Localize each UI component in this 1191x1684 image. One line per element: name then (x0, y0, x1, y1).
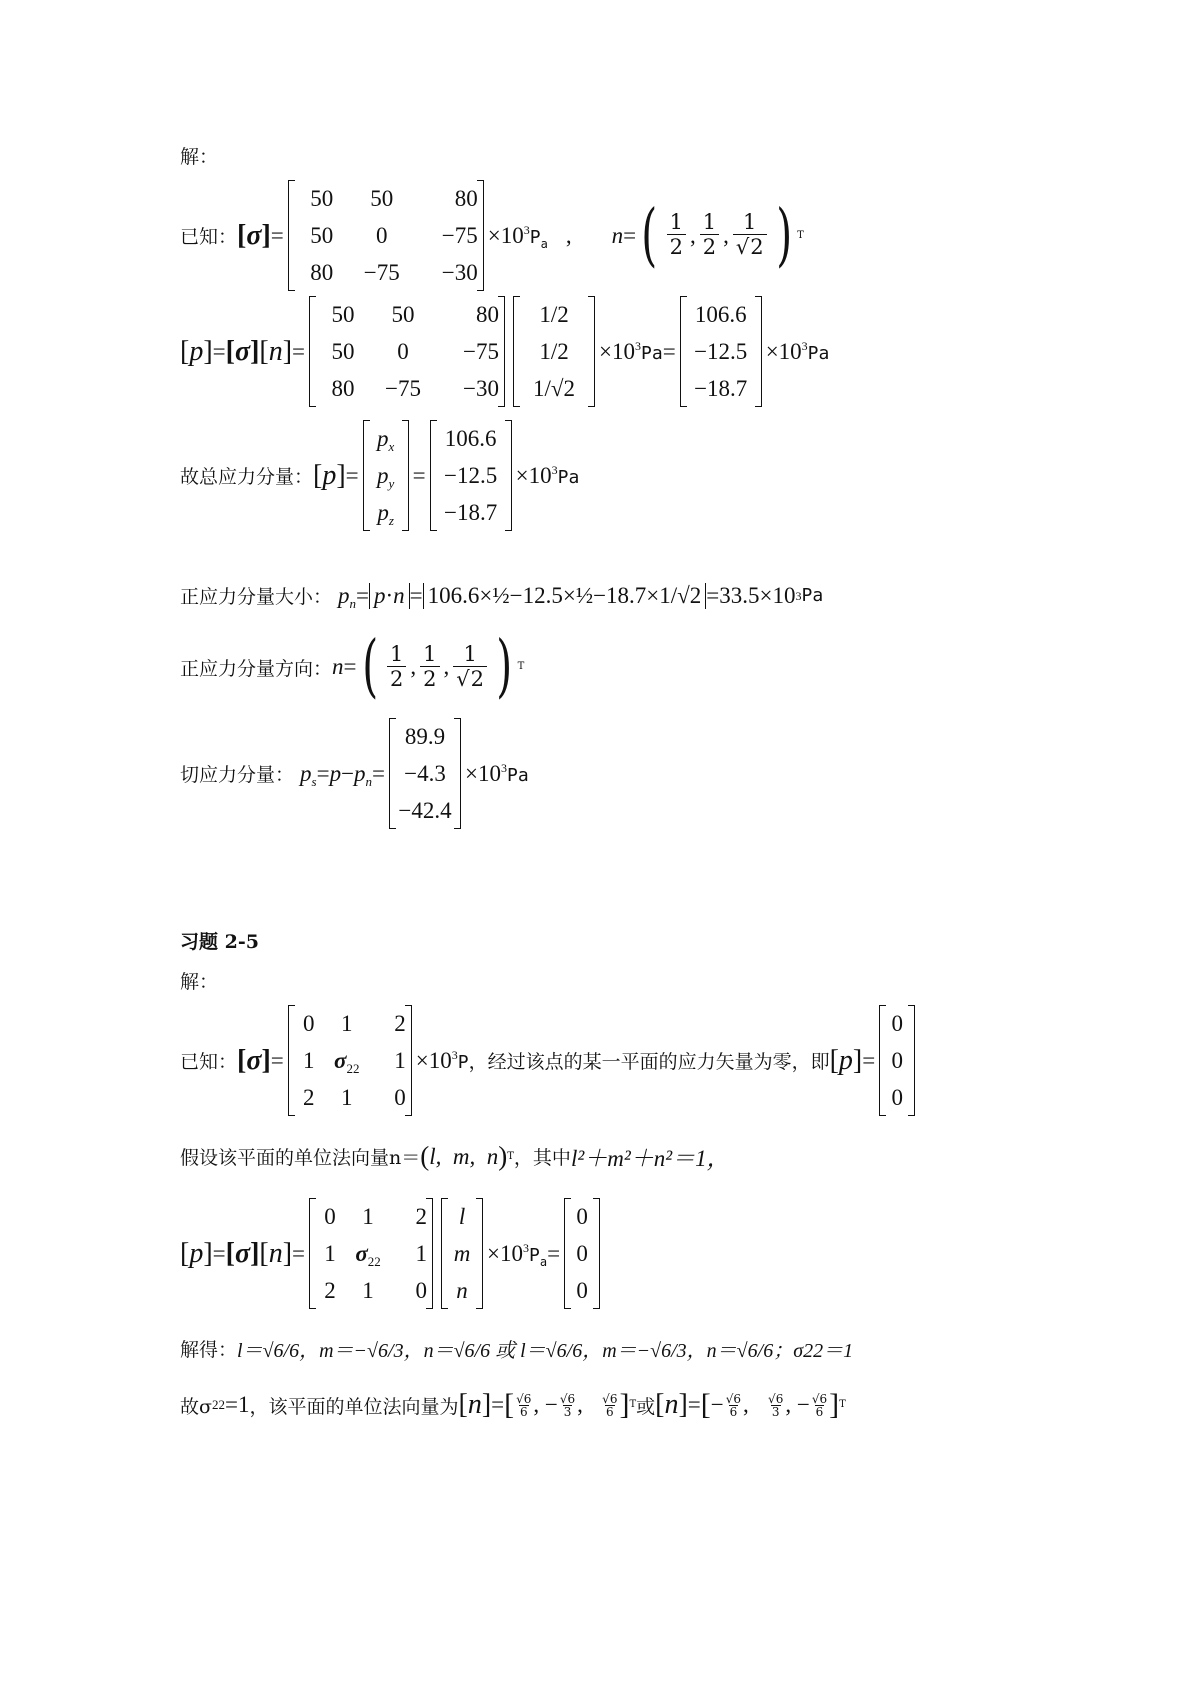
matrix-cell: 1 (362, 1203, 374, 1229)
vector-cell: 106.6 (444, 425, 497, 451)
vector-cell: 1/√2 (533, 375, 576, 401)
n-column-vector (513, 296, 595, 407)
frac: $\frac{1}{2}$ (420, 643, 439, 691)
solution-label-2: 解： (180, 971, 219, 993)
normal-size-label: 正应力分量大小： (180, 586, 333, 608)
matrix-cell: 2 (303, 1084, 315, 1110)
vector-cell: −42.4 (398, 797, 452, 823)
vector-cell: $p_x$ (377, 425, 395, 454)
constraint: l²＋m²＋n²＝1， (570, 1146, 730, 1171)
assumption-row: 假设该平面的单位法向量n＝ ( l, m, n ) T ，其中 l²＋m²＋n²＝1， (180, 1141, 730, 1171)
vector-cell: 0 (576, 1277, 588, 1303)
vector-cell: 0 (576, 1203, 588, 1229)
solve-row: 解得： l＝√6/6，m＝−√6/3，n＝√6/6 或 l＝√6/6，m＝−√6/3，n＝√6/6；σ22＝1 (180, 1334, 853, 1363)
components-vector (363, 420, 409, 531)
matrix-cell: 0 (415, 1277, 428, 1303)
vector-cell: 106.6 (694, 301, 747, 327)
matrix-cell: 80 (310, 259, 334, 285)
matrix-cell: −75 (441, 222, 478, 248)
normal-direction-row: 正应力分量方向： n = ( $\frac{1}{2}$ , $\frac{1}{2}$ , $\frac{1}{√2}$ ) T (180, 627, 525, 706)
matrix-cell: 50 (331, 301, 355, 327)
matrix-cell: 0 (324, 1203, 336, 1229)
matrix-cell: 50 (370, 185, 394, 211)
matrix-cell: −75 (385, 375, 422, 401)
lmn-vector (441, 1198, 483, 1309)
vector-cell: $p_z$ (377, 499, 394, 528)
matrix-cell: 2 (394, 1010, 406, 1036)
matrix-cell: 1 (394, 1047, 406, 1073)
matrix-cell: −75 (363, 259, 400, 285)
matrix-cell: 1 (341, 1010, 353, 1036)
sigma-bracket: [σ] (237, 219, 271, 251)
matrix-cell: 80 (454, 185, 478, 211)
matrix-cell: −30 (463, 375, 500, 401)
total-label: 故总应力分量： (180, 466, 314, 488)
shear-label: 切应力分量： (180, 764, 295, 786)
matrix-cell: 0 (394, 1084, 406, 1110)
vector-cell: 0 (891, 1047, 903, 1073)
known-sigma-row: 已知： [σ] = 50 50 80 50 0 −75 80 −75 −30 $\times 10^3P_a$ , n = ( $\frac{1}{2}$ , $\frac{1}{2}$ , $\frac{1}{√2}$ ) T (180, 180, 804, 291)
matrix-cell: −75 (463, 338, 500, 364)
normal-size-row: 正应力分量大小： $p_n$ = p·n = 106.6×½−12.5×½−18.7×1/√2 =33.5×10 3 Pa (180, 582, 824, 611)
matrix-cell: 1 (415, 1240, 428, 1266)
matrix-cell: 80 (476, 301, 500, 327)
matrix-cell: 0 (376, 222, 388, 248)
jie-text: 解： (180, 146, 219, 168)
matrix-cell: 50 (391, 301, 415, 327)
vector-cell: −18.7 (444, 499, 498, 525)
matrix-cell: 80 (331, 375, 355, 401)
frac: $\frac{1}{2}$ (387, 643, 406, 691)
vector-cell: 0 (891, 1084, 903, 1110)
vector-cell: −18.7 (694, 375, 748, 401)
vector-cell: 0 (576, 1240, 588, 1266)
vector-cell: 89.9 (404, 723, 446, 749)
vector-cell: −12.5 (444, 462, 498, 488)
known-label: 已知： (180, 226, 238, 248)
vector-cell: m (453, 1240, 471, 1266)
matrix-cell: 1 (303, 1047, 315, 1073)
p-equation-row: [p] = [σ] [n] = 50 50 80 50 0 −75 80 −75 −30 1/2 1/2 1/√2 $\times 10^3Pa=$ 106.6 −12.5 −18.7 $\times 10^3Pa$ (180, 296, 829, 407)
vector-cell: 1/2 (539, 301, 569, 327)
matrix-cell: $\sigma_{22}$ (334, 1047, 360, 1076)
shear-vector (389, 718, 461, 829)
zero-vector (879, 1005, 915, 1116)
sigma-matrix-2 (288, 1005, 412, 1116)
matrix-cell: 50 (310, 222, 334, 248)
matrix-cell: $\sigma_{22}$ (355, 1240, 381, 1269)
normal-size-result: =33.5×10 (706, 582, 796, 608)
sigma-matrix (309, 296, 505, 407)
n-label: n (611, 222, 624, 248)
p-equation-row-2: [p] = [σ] [n] = 0 1 2 1 $\sigma_{22}$ 1 2 1 0 l m n $\times 10^3P_a=$ 0 0 0 (180, 1198, 604, 1309)
frac: $\frac{1}{2}$ (667, 211, 686, 259)
solution-label (180, 142, 218, 169)
vector-cell: −4.3 (404, 760, 446, 786)
solve-text: l＝√6/6，m＝−√6/3，n＝√6/6 或 l＝√6/6，m＝−√6/3，n＝√6/6；σ22＝1 (237, 1340, 854, 1362)
frac: $\frac{1}{2}$ (700, 211, 719, 259)
normal-direction-label: 正应力分量方向： (180, 657, 333, 680)
matrix-cell: −30 (441, 259, 478, 285)
problem-title: 习题 2-5 (180, 931, 259, 953)
vector-cell: 0 (891, 1010, 903, 1036)
frac: $\frac{1}{√2}$ (453, 643, 487, 691)
p-result-vector (680, 296, 762, 407)
vector-cell: −12.5 (694, 338, 748, 364)
matrix-cell: 0 (303, 1010, 315, 1036)
normal-expression: 106.6×½−12.5×½−18.7×1/√2 (423, 583, 707, 609)
matrix-cell: 2 (324, 1277, 336, 1303)
assume-text: 假设该平面的单位法向量n＝ (180, 1147, 421, 1169)
known-text: ，经过该点的某一平面的应力矢量为零，即 (468, 1051, 830, 1073)
known-sigma-row-2: 已知： [σ] = 0 1 2 1 $\sigma_{22}$ 1 2 1 0 $\times 10^3P$ ，经过该点的某一平面的应力矢量为零，即 [p] = 0 0 0 (180, 1005, 919, 1116)
sigma-matrix-2 (309, 1198, 433, 1309)
vector-cell: l (458, 1203, 466, 1229)
matrix-cell: 2 (415, 1203, 428, 1229)
matrix-cell: 50 (331, 338, 355, 364)
frac: $\frac{1}{√2}$ (733, 211, 767, 259)
sigma-matrix (288, 180, 484, 291)
total-stress-row: 故总应力分量： [p] = $p_x$ $p_y$ $p_z$ = 106.6 −12.5 −18.7 $\times 10^3Pa$ (180, 420, 579, 531)
matrix-cell: 1 (324, 1240, 336, 1266)
p-result-vector (430, 420, 512, 531)
vector-cell: $p_y$ (377, 462, 395, 491)
zero-vector (564, 1198, 600, 1309)
matrix-cell: 1 (362, 1277, 374, 1303)
vector-cell: 1/2 (539, 338, 569, 364)
unit-pa: $\times 10^3P_a$ (487, 222, 548, 251)
vector-cell: n (456, 1277, 468, 1303)
matrix-cell: 0 (397, 338, 409, 364)
conclusion-row: 故σ 22 =1 ，该平面的单位法向量为 [n] = [ √6 6 , − $\frac{√6}{3}$ , √6 6 ] T 或 [n] = [ − $\frac{√6}{6}$ , √6 3 , − $\frac{√6}{6}$ ] T (180, 1388, 846, 1421)
shear-row: 切应力分量： $p_s$ $=p-p_n=$ 89.9 −4.3 −42.4 $\times 10^3Pa$ (180, 718, 529, 829)
matrix-cell: 50 (310, 185, 334, 211)
matrix-cell: 1 (341, 1084, 353, 1110)
conclusion-text: ，该平面的单位法向量为 (249, 1395, 459, 1418)
